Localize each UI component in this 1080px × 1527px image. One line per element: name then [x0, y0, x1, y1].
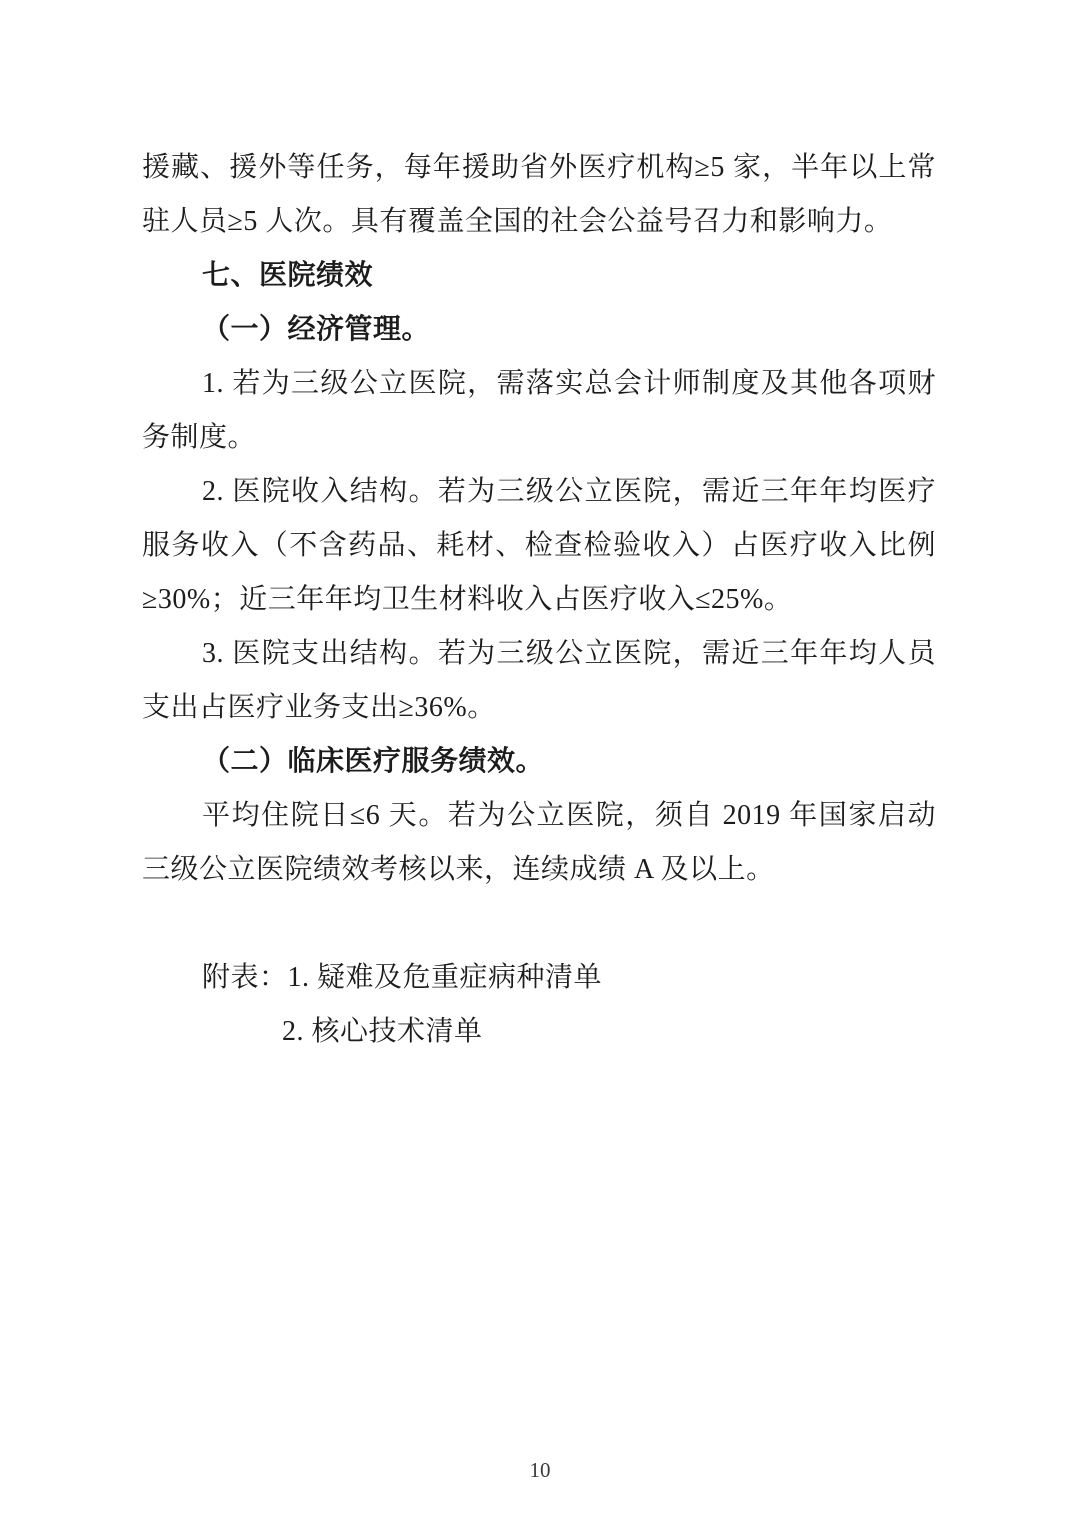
text-line: 平均住院日≤6 天。若为公立医院，须自 2019 年国家启动 — [202, 800, 936, 831]
appendix-line: 2. 核心技术清单 — [282, 1016, 483, 1047]
text-line: 3. 医院支出结构。若为三级公立医院，需近三年年均人员 — [202, 638, 936, 669]
section-heading: 七、医院绩效 — [202, 260, 374, 291]
page-number: 10 — [529, 1458, 551, 1482]
text-line: 驻人员≥5 人次。具有覆盖全国的社会公益号召力和影响力。 — [142, 206, 893, 237]
text-line: 2. 医院收入结构。若为三级公立医院，需近三年年均医疗 — [202, 476, 936, 507]
blank-line — [142, 897, 936, 951]
text-line: 1. 若为三级公立医院，需落实总会计师制度及其他各项财 — [202, 368, 936, 399]
text-line: 支出占医疗业务支出≥36%。 — [142, 692, 496, 723]
text-line: 务制度。 — [142, 422, 257, 453]
text-line: ≥30%；近三年年均卫生材料收入占医疗收入≤25%。 — [142, 584, 793, 615]
subsection-heading: （一）经济管理。 — [202, 314, 431, 345]
subsection-heading: （二）临床医疗服务绩效。 — [202, 746, 545, 777]
text-line: 服务收入（不含药品、耗材、检查检验收入）占医疗收入比例 — [142, 530, 936, 561]
appendix-line: 附表：1. 疑难及危重症病种清单 — [202, 962, 603, 993]
text-line: 三级公立医院绩效考核以来，连续成绩 A 及以上。 — [142, 854, 775, 885]
text-line: 援藏、援外等任务，每年援助省外医疗机构≥5 家，半年以上常 — [142, 152, 936, 183]
text-block — [142, 141, 936, 1059]
